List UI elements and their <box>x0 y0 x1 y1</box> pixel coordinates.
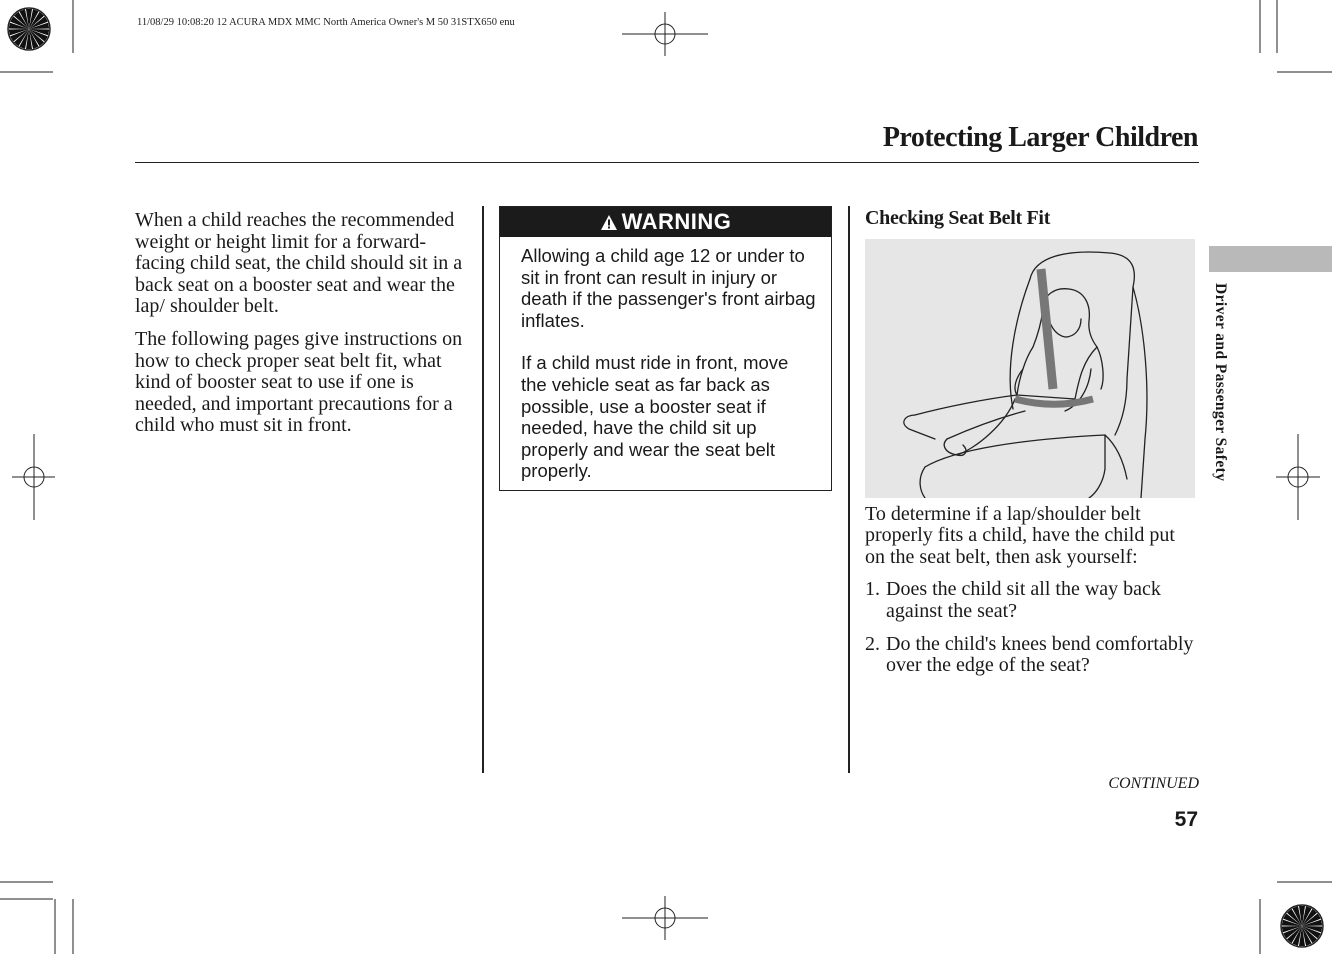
warning-paragraph: Allowing a child age 12 or under to sit in front can result in injury or death if the passenger's front airbag inflates. <box>521 245 816 331</box>
list-text: Do the child's knees bend comfortably over the edge of the seat? <box>886 632 1194 677</box>
column-divider <box>482 206 484 773</box>
print-metadata: 11/08/29 10:08:20 12 ACURA MDX MMC North America Owner's M 50 31STX650 enu <box>137 17 515 28</box>
list-item <box>865 634 1195 677</box>
child-booster-seat-illustration <box>865 239 1195 498</box>
fit-check-intro: To determine if a lap/shoulder belt properly fits a child, have the child put on the seat belt, then ask yourself: <box>865 502 1175 568</box>
column-divider <box>848 206 850 773</box>
list-item <box>865 579 1195 622</box>
section-heading: Checking Seat Belt Fit <box>865 207 1051 229</box>
page-number: 57 <box>1174 808 1198 831</box>
continued-label: CONTINUED <box>1108 775 1199 792</box>
seat-belt-fit-section <box>865 208 1195 688</box>
warning-paragraph: If a child must ride in front, move the vehicle seat as far back as possible, use a booster seat if needed, have the child sit up properly and wear the seat belt properly. <box>521 352 789 482</box>
list-number: 1. <box>865 578 880 601</box>
title-rule <box>135 162 1199 163</box>
warning-header <box>500 207 831 237</box>
section-tab-marker <box>1209 246 1332 272</box>
intro-column <box>135 210 470 448</box>
warning-label: WARNING <box>621 209 732 234</box>
list-text: Does the child sit all the way back against the seat? <box>886 578 1161 622</box>
warning-box <box>499 206 832 491</box>
intro-paragraph: The following pages give instructions on how to check proper seat belt fit, what kind of booster seat to use if one is needed, and important precautions for a child who must sit in front. <box>135 327 463 437</box>
page-title: Protecting Larger Children <box>882 122 1198 153</box>
child-seated-with-belt-drawing <box>865 239 1195 498</box>
list-number: 2. <box>865 632 880 655</box>
warning-triangle-icon <box>600 214 618 231</box>
section-tab-label: Driver and Passenger Safety <box>1212 283 1229 482</box>
warning-text <box>500 237 831 482</box>
intro-paragraph: When a child reaches the recommended weight or height limit for a forward-facing child seat, the child should sit in a back seat on a booster seat and wear the lap/ shoulder belt. <box>135 209 463 318</box>
